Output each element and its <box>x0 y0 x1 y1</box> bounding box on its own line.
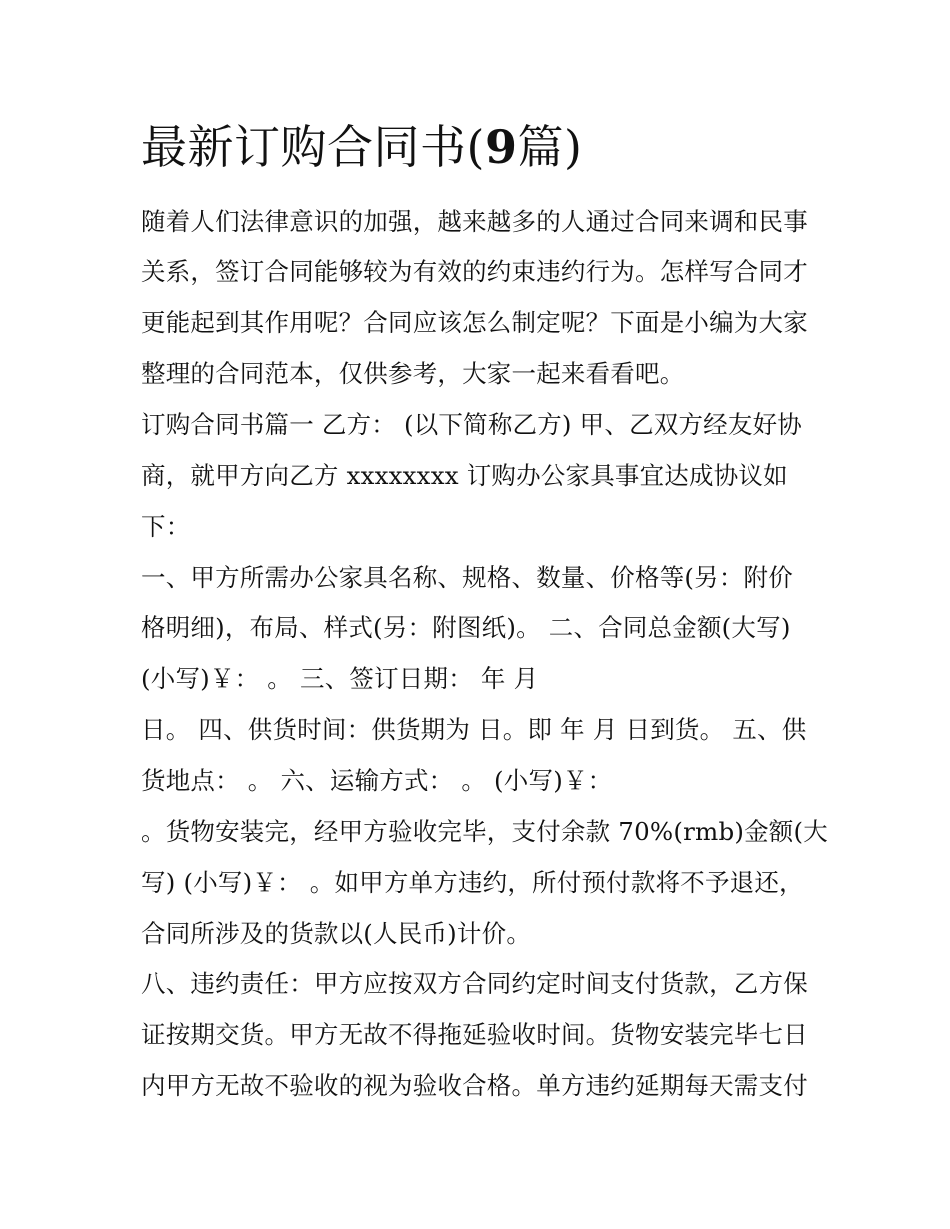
paragraph-line: 随着人们法律意识的加强，越来越多的人通过合同来调和民事 <box>141 207 808 236</box>
title-part1: 最新订购合同书( <box>141 120 485 174</box>
paragraph-line: 整理的合同范本，仅供参考，大家一起来看看吧。 <box>141 359 685 388</box>
paragraph-line: 格明细)，布局、样式(另：附图纸)。 二、合同总金额(大写) <box>141 613 791 642</box>
paragraph-line: 订购合同书篇一 乙方： (以下简称乙方) 甲、乙双方经友好协 <box>141 410 802 439</box>
paragraph-line: 。货物安装完，经甲方验收完毕，支付余款 70%(rmb)金额(大 <box>141 817 828 846</box>
paragraph-line: 一、甲方所需办公家具名称、规格、数量、价格等(另：附价 <box>141 563 793 592</box>
paragraph-line: 关系，签订合同能够较为有效的约束违约行为。怎样写合同才 <box>141 257 808 286</box>
paragraph-line: 写) (小写)￥： 。如甲方单方违约，所付预付款将不予退还， <box>141 868 804 897</box>
paragraph-line: 商，就甲方向乙方 xxxxxxxx 订购办公家具事宜达成协议如 <box>141 461 788 490</box>
paragraph-line: 货地点： 。 六、运输方式： 。 (小写)￥： <box>141 766 613 795</box>
paragraph-line: 八、违约责任：甲方应按双方合同约定时间支付货款，乙方保 <box>141 969 808 998</box>
title-number: 9 <box>484 120 518 174</box>
paragraph-line: 内甲方无故不验收的视为验收合格。单方违约延期每天需支付 <box>141 1071 808 1100</box>
paragraph-line: (小写)￥： 。 三、签订日期： 年 月 <box>141 664 539 693</box>
title-part2: 篇) <box>517 120 583 174</box>
paragraph-line: 下： <box>141 512 191 541</box>
paragraph-line: 更能起到其作用呢？合同应该怎么制定呢？下面是小编为大家 <box>141 308 808 337</box>
paragraph-line: 合同所涉及的货款以(人民币)计价。 <box>141 919 532 948</box>
paragraph-line: 证按期交货。甲方无故不得拖延验收时间。货物安装完毕七日 <box>141 1020 808 1049</box>
document-title <box>141 112 582 182</box>
paragraph-line: 日。 四、供货时间：供货期为 日。即 年 月 日到货。 五、供 <box>141 715 807 744</box>
